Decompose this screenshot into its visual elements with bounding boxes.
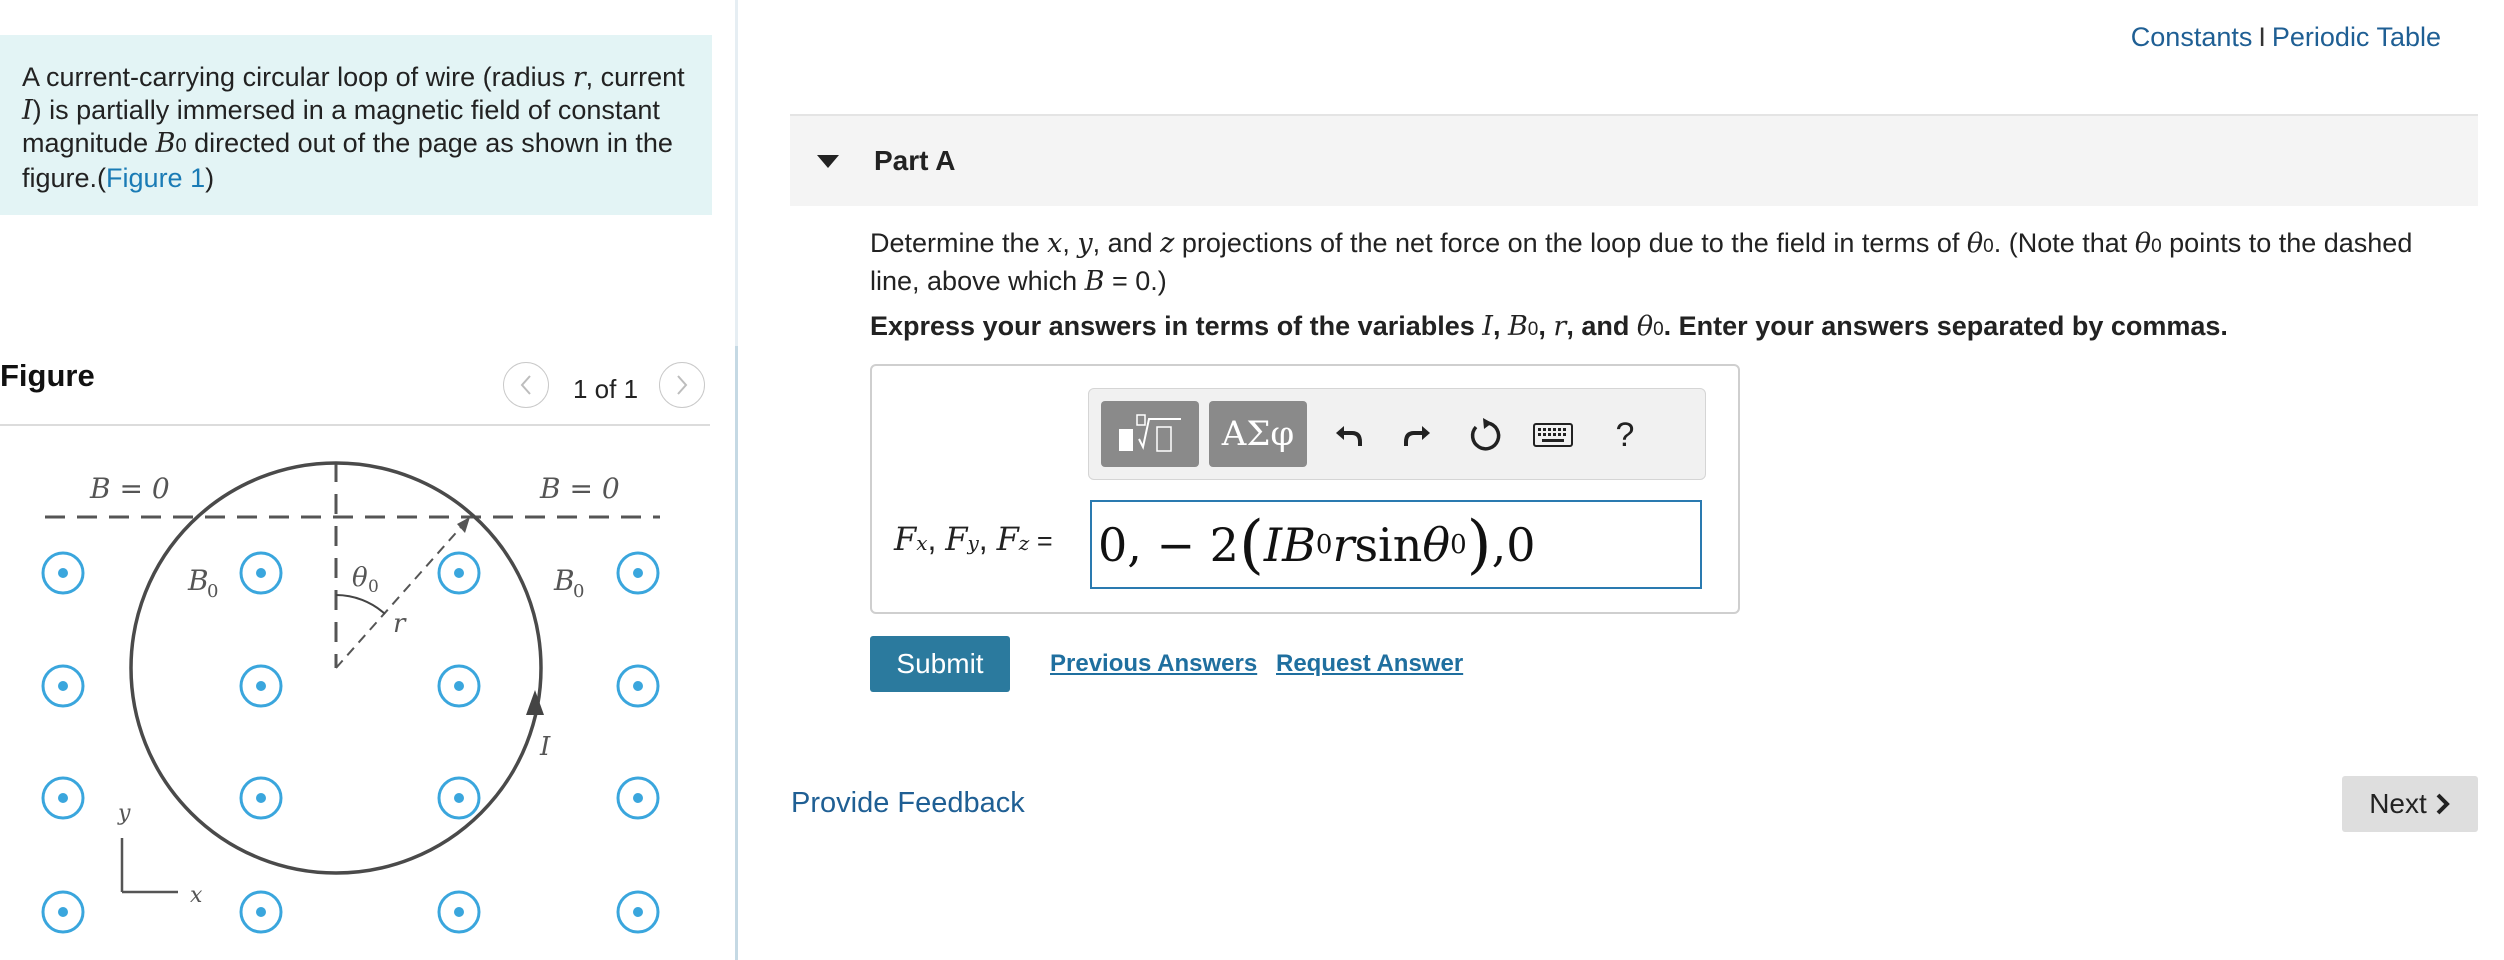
figure-pager: 1 of 1 bbox=[573, 374, 639, 404]
field-out-icon bbox=[241, 666, 281, 706]
templates-button[interactable] bbox=[1101, 401, 1199, 467]
constants-link[interactable]: Constants bbox=[2130, 22, 2253, 52]
field-out-icon bbox=[618, 892, 658, 932]
problem-text: ) bbox=[205, 163, 215, 193]
link-separator: I bbox=[2258, 22, 2266, 52]
problem-text: , current bbox=[585, 62, 685, 92]
provide-feedback-link[interactable]: Provide Feedback bbox=[791, 787, 1025, 819]
prev-figure-button[interactable] bbox=[503, 362, 549, 408]
field-out-icon bbox=[43, 553, 83, 593]
theta-arc bbox=[336, 595, 385, 614]
current-arrow bbox=[526, 690, 544, 715]
field-symbols bbox=[43, 553, 658, 932]
keyboard-icon bbox=[1533, 422, 1573, 448]
templates-icon bbox=[1113, 411, 1187, 457]
part-a-header[interactable] bbox=[790, 116, 2478, 206]
field-out-icon bbox=[241, 553, 281, 593]
label-b0-right: B bbox=[554, 564, 575, 597]
label-x: x bbox=[190, 883, 203, 908]
redo-button[interactable] bbox=[1389, 407, 1445, 463]
undo-icon bbox=[1332, 418, 1366, 452]
var-I: I bbox=[22, 95, 33, 126]
periodic-table-link[interactable]: Periodic Table bbox=[2271, 22, 2441, 52]
field-out-icon bbox=[439, 778, 479, 818]
top-links bbox=[2131, 22, 2441, 53]
greek-symbols-button[interactable]: ΑΣφ bbox=[1209, 401, 1307, 467]
left-panel bbox=[0, 0, 736, 960]
chevron-right-icon bbox=[675, 374, 689, 396]
var-B: B bbox=[155, 128, 176, 159]
var-r: r bbox=[572, 62, 586, 93]
chevron-right-icon bbox=[2435, 792, 2451, 816]
request-answer-link[interactable]: Request Answer bbox=[1276, 650, 1464, 677]
problem-statement bbox=[0, 35, 712, 215]
answer-label: Fx, Fy, Fz = bbox=[894, 520, 1053, 558]
field-out-icon bbox=[618, 778, 658, 818]
problem-text: ) is partially immersed in a magnetic field of constant bbox=[32, 95, 660, 125]
answer-input[interactable]: 0, − 2 ( IB 0 r sin θ 0 ) ,0 bbox=[1090, 500, 1702, 589]
undo-button[interactable] bbox=[1321, 407, 1377, 463]
problem-text: A current-carrying circular loop of wire (radius bbox=[22, 62, 573, 92]
loop-figure bbox=[0, 440, 700, 960]
field-out-icon bbox=[618, 666, 658, 706]
label-b-zero-left: B = 0 bbox=[90, 472, 170, 505]
label-b-zero-right: B = 0 bbox=[540, 472, 620, 505]
next-button[interactable] bbox=[2342, 776, 2478, 832]
chevron-left-icon bbox=[519, 374, 533, 396]
submit-button[interactable]: Submit bbox=[870, 636, 1010, 692]
problem-text: figure.( bbox=[22, 163, 107, 193]
panel-splitter-top bbox=[735, 0, 738, 346]
field-out-icon bbox=[241, 892, 281, 932]
panel-splitter[interactable] bbox=[735, 346, 738, 960]
math-toolbar bbox=[1088, 388, 1706, 480]
next-figure-button[interactable] bbox=[659, 362, 705, 408]
field-out-icon bbox=[43, 666, 83, 706]
redo-icon bbox=[1400, 418, 1434, 452]
label-I: I bbox=[540, 732, 551, 762]
problem-text: directed out of the page as shown in the bbox=[186, 128, 673, 158]
var-sub: 0 bbox=[175, 135, 187, 157]
caret-down-icon bbox=[817, 155, 839, 168]
field-out-icon bbox=[43, 892, 83, 932]
label-theta-sub: 0 bbox=[368, 577, 379, 597]
label-b0-right-sub: 0 bbox=[573, 581, 585, 602]
label-y: y bbox=[118, 801, 131, 826]
figure-divider bbox=[0, 424, 710, 426]
next-label: Next bbox=[2369, 788, 2427, 819]
figure-link[interactable]: Figure 1 bbox=[106, 163, 206, 193]
radius-arrowhead bbox=[457, 517, 470, 533]
label-b0-left: B bbox=[188, 564, 209, 597]
field-out-icon bbox=[439, 892, 479, 932]
previous-answers-link[interactable]: Previous Answers bbox=[1050, 650, 1258, 677]
label-theta: θ bbox=[352, 563, 368, 593]
instruction-text: Express your answers in terms of the variables I, B0, r, and θ0. Enter your answers separated by commas. bbox=[870, 311, 2228, 342]
field-out-icon bbox=[43, 778, 83, 818]
part-title: Part A bbox=[874, 145, 956, 176]
reset-icon bbox=[1466, 416, 1504, 454]
label-b0-left-sub: 0 bbox=[207, 581, 219, 602]
label-r: r bbox=[393, 609, 406, 639]
help-button[interactable]: ? bbox=[1615, 415, 1635, 454]
field-out-icon bbox=[618, 553, 658, 593]
field-out-icon bbox=[439, 666, 479, 706]
reset-button[interactable] bbox=[1457, 407, 1513, 463]
problem-text: magnitude bbox=[22, 128, 156, 158]
keyboard-button[interactable] bbox=[1525, 407, 1581, 463]
field-out-icon bbox=[439, 553, 479, 593]
question-text: Determine the x, y, and z projections of the net force on the loop due to the field in terms of θ0. (Note that θ0 points to the dashed line, above which B = 0.) bbox=[870, 228, 2413, 297]
field-out-icon bbox=[241, 778, 281, 818]
figure-heading: Figure bbox=[0, 358, 95, 393]
